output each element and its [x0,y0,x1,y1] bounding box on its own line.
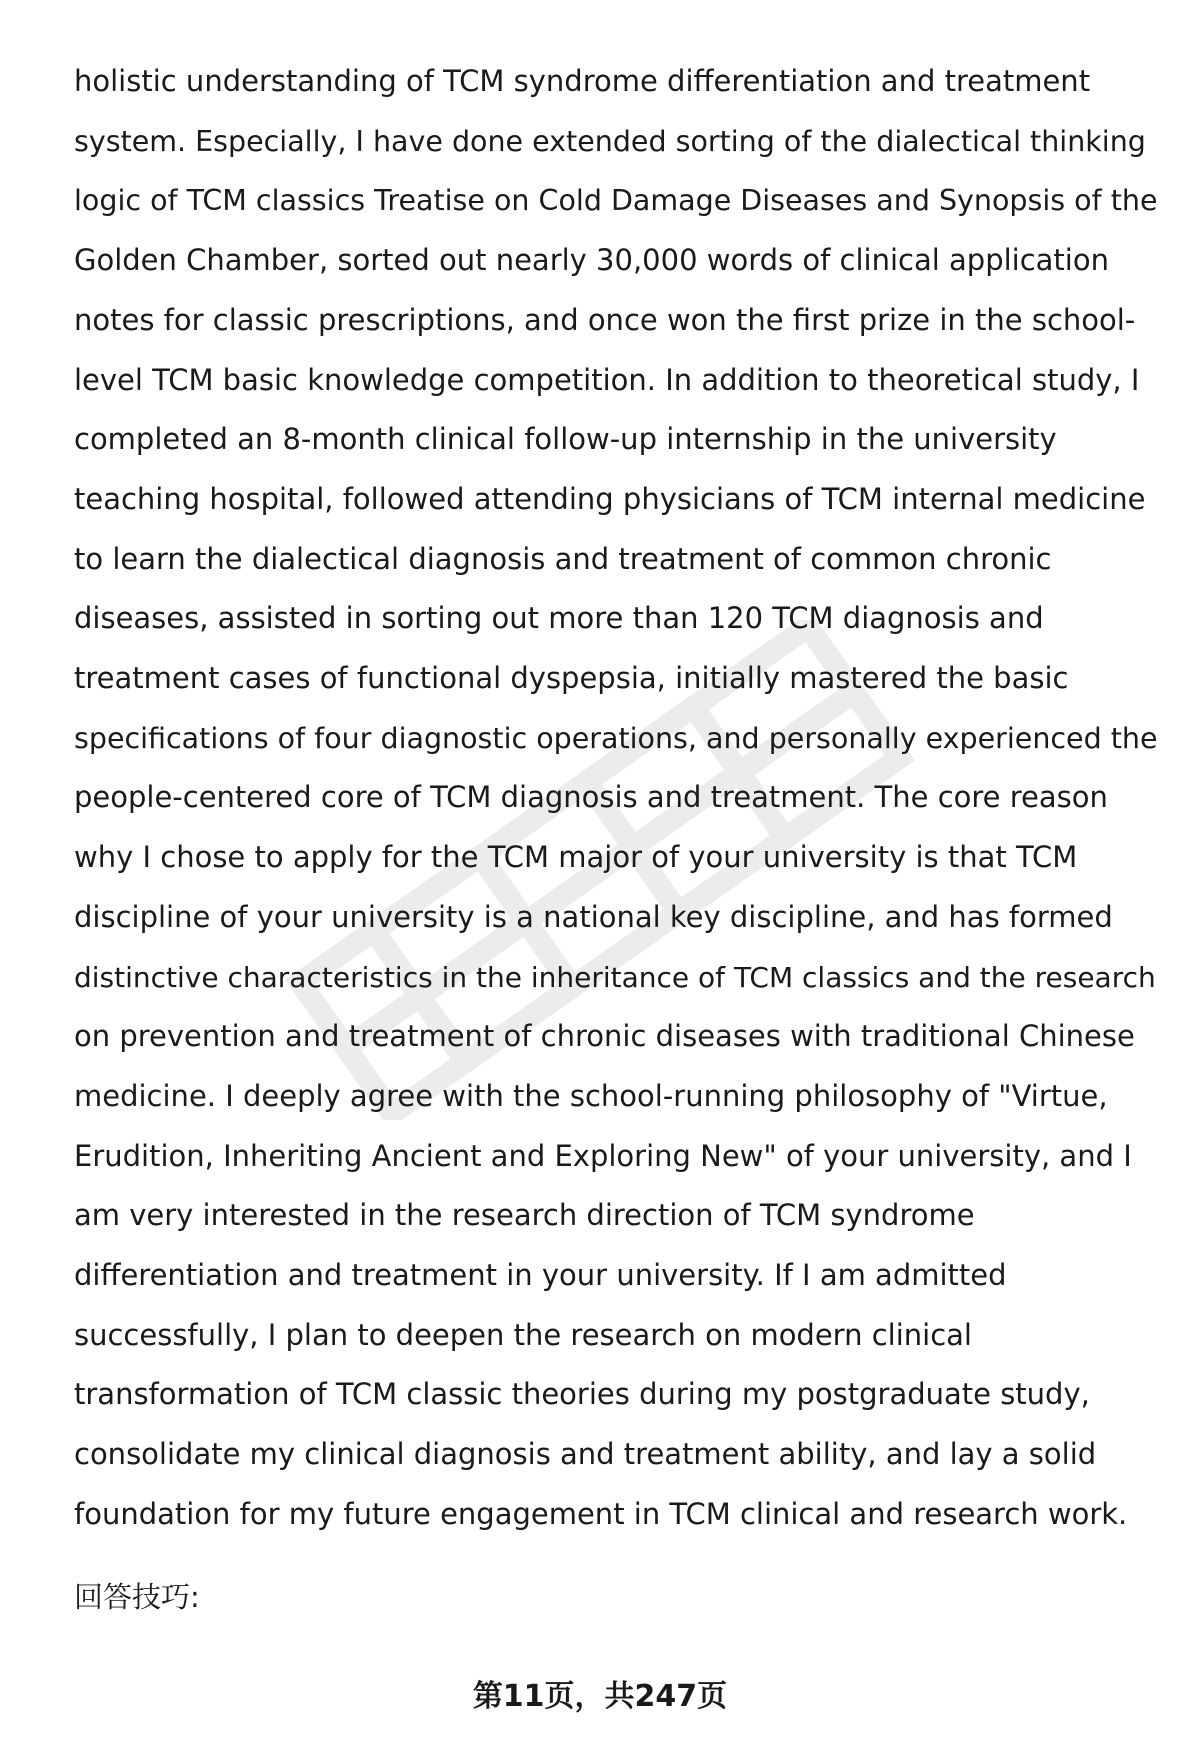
text-line: to learn the dialectical diagnosis and treatment of common chronic [74,541,1052,576]
page-number-footer: 第11页，共247页 [472,1679,728,1714]
text-line: foundation for my future engagement in TCM clinical and research work. [74,1496,1128,1531]
text-line: diseases, assisted in sorting out more than 120 TCM diagnosis and [74,601,1044,636]
text-line: level TCM basic knowledge competition. In addition to theoretical study, I [74,362,1140,397]
essay-paragraph [74,52,1164,1545]
text-line: notes for classic prescriptions, and once won the first prize in the school- [74,302,1136,337]
text-line: people-centered core of TCM diagnosis and treatment. The core reason [74,780,1108,815]
text-line: am very interested in the research direction of TCM syndrome [74,1198,975,1233]
text-line: holistic understanding of TCM syndrome differentiation and treatment [74,64,1091,98]
text-line: Golden Chamber, sorted out nearly 30,000 words of clinical application [74,243,1109,278]
text-line: distinctive characteristics in the inheritance of TCM classics and the research [74,960,1156,994]
text-line: specifications of four diagnostic operations, and personally experienced the [74,721,1158,755]
text-line: transformation of TCM classic theories during my postgraduate study, [74,1377,1090,1412]
text-line: completed an 8-month clinical follow-up internship in the university [74,422,1057,457]
text-line: discipline of your university is a national key discipline, and has formed [74,899,1113,934]
text-line: teaching hospital, followed attending physicians of TCM internal medicine [74,481,1146,516]
text-line: treatment cases of functional dyspepsia, initially mastered the basic [74,661,1069,696]
text-line: consolidate my clinical diagnosis and treatment ability, and lay a solid [74,1437,1097,1472]
answer-tips-heading: 回答技巧: [74,1580,200,1614]
text-line: differentiation and treatment in your university. If I am admitted [74,1258,1007,1293]
text-line: system. Especially, I have done extended sorting of the dialectical thinking [74,124,1146,158]
text-line: Erudition, Inheriting Ancient and Exploring New" of your university, and I [74,1138,1132,1173]
text-line: successfully, I plan to deepen the research on modern clinical [74,1317,972,1352]
text-line: why I chose to apply for the TCM major of your university is that TCM [74,840,1078,875]
text-line: on prevention and treatment of chronic diseases with traditional Chinese [74,1019,1135,1054]
text-line: medicine. I deeply agree with the school-running philosophy of "Virtue, [74,1078,1108,1113]
text-line: logic of TCM classics Treatise on Cold Damage Diseases and Synopsis of the [74,184,1158,218]
